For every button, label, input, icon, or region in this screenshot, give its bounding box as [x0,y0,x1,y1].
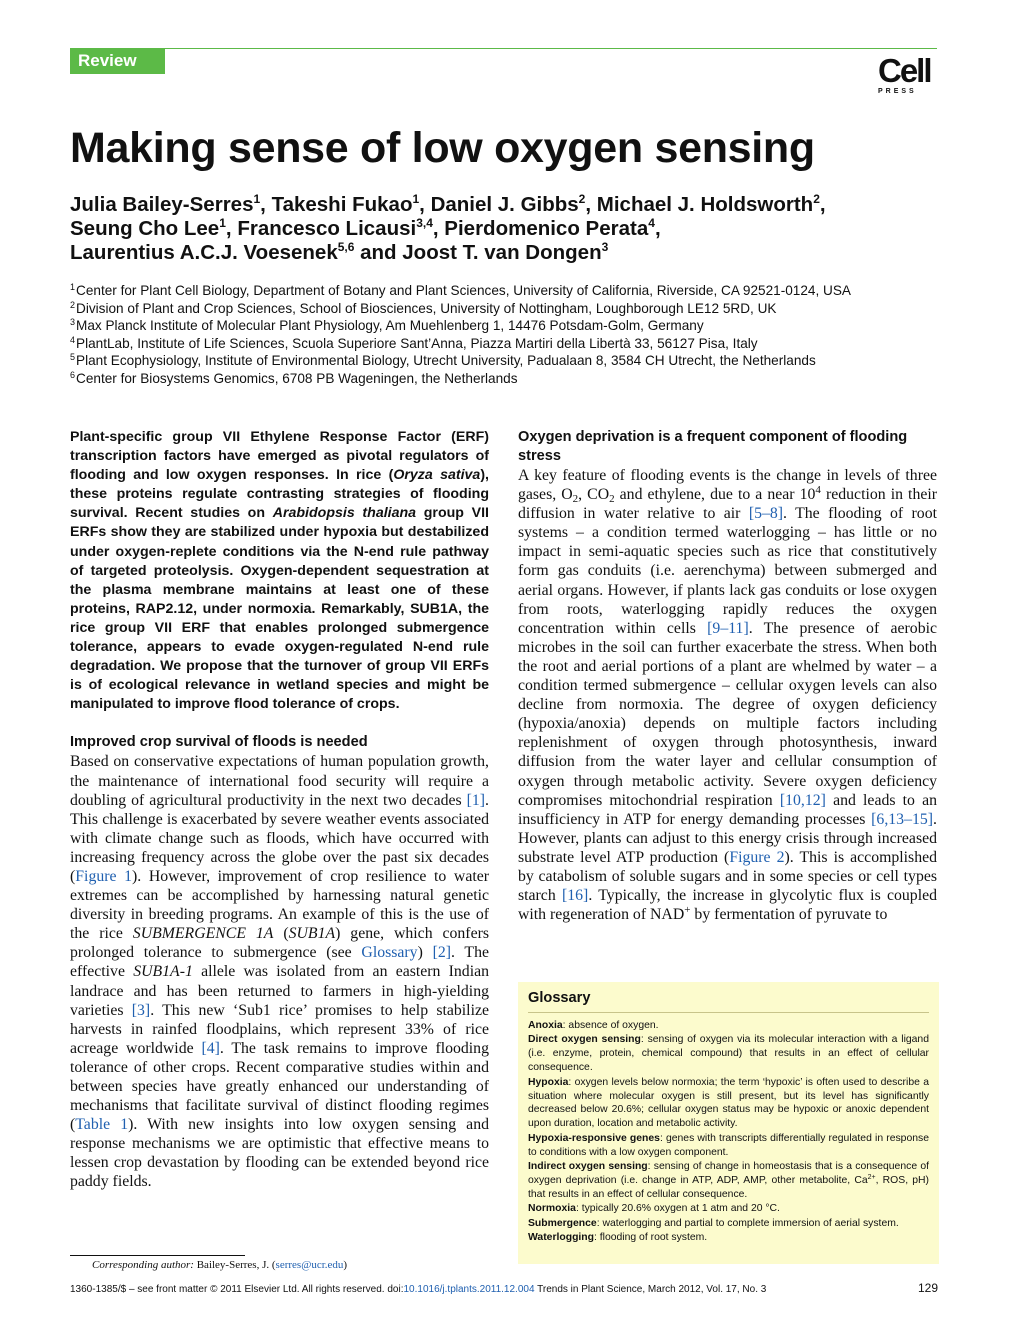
body-paragraph: Based on conservative expectations of human population growth, the maintenance of international food security will require a doubling of agricultural productivity in the next two decades [1]. This challenge is exacerbated by severe weather events associated with climate change such as floods, which have occurred with increasing frequency across the globe over the past six decades (Figure 1). However, improvement of crop resilience to water extremes can be accomplished by harnessing natural genetic diversity in breeding programs. An example of this is the use of the rice SUBMERGENCE 1A (SUB1A) gene, which confers prolonged tolerance to submergence (see Glossary) [2]. The effective SUB1A-1 allele was isolated from an eastern Indian landrace and has been returned to farmers in high-yielding varieties [3]. This new ‘Sub1 rice’ promises to help stabilize harvests in rainfed floodplains, which represent 33% of rice acreage worldwide [4]. The task remains to improve flooding tolerance of other crops. Recent comparative studies within and between species have greatly enhanced our understanding of mechanisms that facilitate survival of distinct flooding regimes (Table 1). With new insights into low oxygen sensing and response mechanisms we are optimistic that effective means to lessen crop devastation by flooding can be extended beyond rice paddy fields. [70,753,489,1191]
citation-link[interactable]: [3] [131,1001,151,1019]
affiliation: $^2$Division of Plant and Crop Sciences, School of Biosciences, University of Nottingham, Loughborough LE12 5RD, UK [70,299,777,316]
glossary-box [518,982,939,1264]
affiliation: $^6$Center for Biosystems Genomics, 6708 PB Wageningen, the Netherlands [70,369,518,386]
glossary-entry: Normoxia: typically 20.6% oxygen at 1 atm and 20 °C. [528,1203,780,1215]
author: Pierdomenico Perata$^4$, [444,216,661,240]
logo-word: Cell [878,52,931,89]
corresponding-author-note: Corresponding author: Bailey-Serres, J. (serres@ucr.edu) [92,1259,348,1271]
glossary-entry: Indirect oxygen sensing: sensing of change in homeostasis that is a consequence of oxygen deprivation (i.e. change in ATP, ADP, AMP, other metabolite, $Ca^{2+}$, ROS, pH) that results in an effect of cellular consequence. [528,1161,929,1200]
glossary-link[interactable]: Glossary [361,944,418,962]
citation-link[interactable]: [1] [466,791,486,809]
glossary-entry: Waterlogging: flooding of root system. [528,1232,708,1244]
author: Michael J. Holdsworth$^2$, [596,192,826,216]
affiliation: $^4$PlantLab, Institute of Life Sciences, Scuola Superiore Sant’Anna, Piazza Martiri della Libertà 33, 56127 Pisa, Italy [70,334,758,351]
citation-link[interactable]: [5–8] [748,505,784,523]
affiliation: $^3$Max Planck Institute of Molecular Plant Physiology, Am Muehlenberg 1, 14476 Potsdam-Golm, Germany [70,317,704,333]
page-number: 129 [917,1281,938,1295]
glossary-entry: Anoxia: absence of oxygen. [528,1020,659,1031]
glossary-entry: Submergence: waterlogging and partial to complete immersion of aerial system. [528,1217,899,1229]
citation-link[interactable]: [10,12] [779,791,826,809]
header-rule [165,48,937,49]
affiliation: $^5$Plant Ecophysiology, Institute of Environmental Biology, Utrecht University, Padualaan 8, 3584 CH Utrecht, the Netherlands [70,352,816,368]
affiliations [70,282,950,387]
glossary-divider [528,1012,929,1013]
author-list [70,193,940,265]
glossary-entry: Direct oxygen sensing: sensing of oxygen via its molecular interaction with a ligand (i.e. enzyme, protein, chemical compound) that results in an effect of cellular consequence. [528,1034,929,1074]
citation-link[interactable]: [6,13–15] [871,810,934,828]
author: Julia Bailey-Serres$^1$, [70,192,272,216]
page-footer: 1360-1385/$ – see front matter © 2011 Elsevier Ltd. All rights reserved. doi:10.1016/j.tplants.2011.12.004 Trends in Plant Science, March 2012, Vol. 17, No. 3 129 [70,1281,938,1295]
cell-press-logo [878,54,940,94]
logo-press: PRESS [878,88,917,95]
glossary-entry: Hypoxia: oxygen levels below normoxia; the term ‘hypoxic’ is often used to describe a situation where molecular oxygen is still present, but its level has significantly decreased below 20.6%; cellular oxygen status may be hypoxic or anoxic dependent upon duration, location and metabolic activity. [528,1076,929,1130]
email-link[interactable]: serres@ucr.edu [275,1259,344,1271]
right-column [518,428,937,924]
citation-link[interactable]: [16] [562,887,589,905]
figure-link[interactable]: Figure 2 [729,848,785,866]
section-label: Review [70,48,165,74]
footnote-rule [70,1255,245,1256]
affiliation: $^1$Center for Plant Cell Biology, Department of Botany and Plant Sciences, University of California, Riverside, CA 92521-0124, USA [70,282,851,298]
author: Daniel J. Gibbs$^2$, [430,192,597,216]
left-column [70,428,489,1192]
body-paragraph: A key feature of flooding events is the change in levels of three gases, $O_2$, $CO_2$ and ethylene, due to a near $10^4$ reduction in their diffusion in water relative to air [5–8]. The flooding of root systems – a condition termed waterlogging – has little or no impact in semi-aquatic species such as rice that constitutively form gas conduits (i.e. aerenchyma) between submerged and aerial organs. However, if plants lack gas conduits or lose oxygen from roots, waterlogging rapidly reduces the oxygen concentration within cells [9–11]. The presence of aerobic microbes in the soil can further exacerbate the stress. When both the root and aerial portions of a plant are whelmed by water – a condition termed submergence – cellular oxygen levels can also decline from normoxia. The degree of oxygen deficiency (hypoxia/anoxia) depends on multiple factors including replenishment of oxygen through photosynthesis, inward diffusion from the water layer and cellular consumption of oxygen through metabolic activity. Severe oxygen deficiency compromises mitochondrial respiration [10,12] and leads to an insufficiency in ATP for energy demanding processes [6,13–15]. However, plants can adjust to this energy crisis through increased substrate level ATP production (Figure 2). This is accomplished by catabolism of soluble sugars and in some species or cell types starch [16]. Typically, the increase in glycolytic flux is coupled with regeneration of NAD+ by fermentation of pyruvate to [518,467,938,924]
author: Takeshi Fukao$^1$, [271,192,431,216]
citation-link[interactable]: [9–11] [707,619,749,637]
glossary-entry: Hypoxia-responsive genes: genes with transcripts differentially regulated in response to conditions with a low oxygen component. [528,1132,929,1158]
abstract: Plant-specific group VII Ethylene Response Factor (ERF) transcription factors have emerged as pivotal regulators of flooding and low oxygen responses. In rice (Oryza sativa), these proteins regulate contrasting strategies of flooding survival. Recent studies on Arabidopsis thaliana group VII ERFs show they are stabilized under hypoxia but destabilized under oxygen-replete conditions via the N-end rule pathway of targeted proteolysis. Oxygen-dependent sequestration at the plasma membrane maintains at least one of these proteins, RAP2.12, under normoxia. Remarkably, SUB1A, the rice group VII ERF that enables prolonged submergence tolerance, appears to evade oxygen-regulated N-end rule degradation. We propose that the turnover of group VII ERFs is of ecological relevance in wetland species and might be manipulated to improve flood tolerance of crops. [70,429,489,713]
section-heading: Improved crop survival of floods is needed [70,734,368,751]
table-link[interactable]: Table 1 [75,1116,129,1134]
author: Francesco Licausi$^{3,4}$, [237,216,445,240]
doi-link[interactable]: 10.1016/j.tplants.2011.12.004 [403,1284,535,1295]
glossary-title: Glossary [528,990,591,1006]
article-title: Making sense of low oxygen sensing [70,124,815,172]
author: Joost T. van Dongen$^3$ [402,240,609,264]
section-heading: Oxygen deprivation is a frequent component of flooding stress [518,429,908,464]
author: Seung Cho Lee$^1$, [70,216,238,240]
figure-link[interactable]: Figure 1 [75,867,133,885]
citation-link[interactable]: [4] [201,1039,220,1057]
citation-link[interactable]: [2] [432,944,452,962]
author: Laurentius A.C.J. Voesenek$^{5,6}$ and [70,240,403,264]
